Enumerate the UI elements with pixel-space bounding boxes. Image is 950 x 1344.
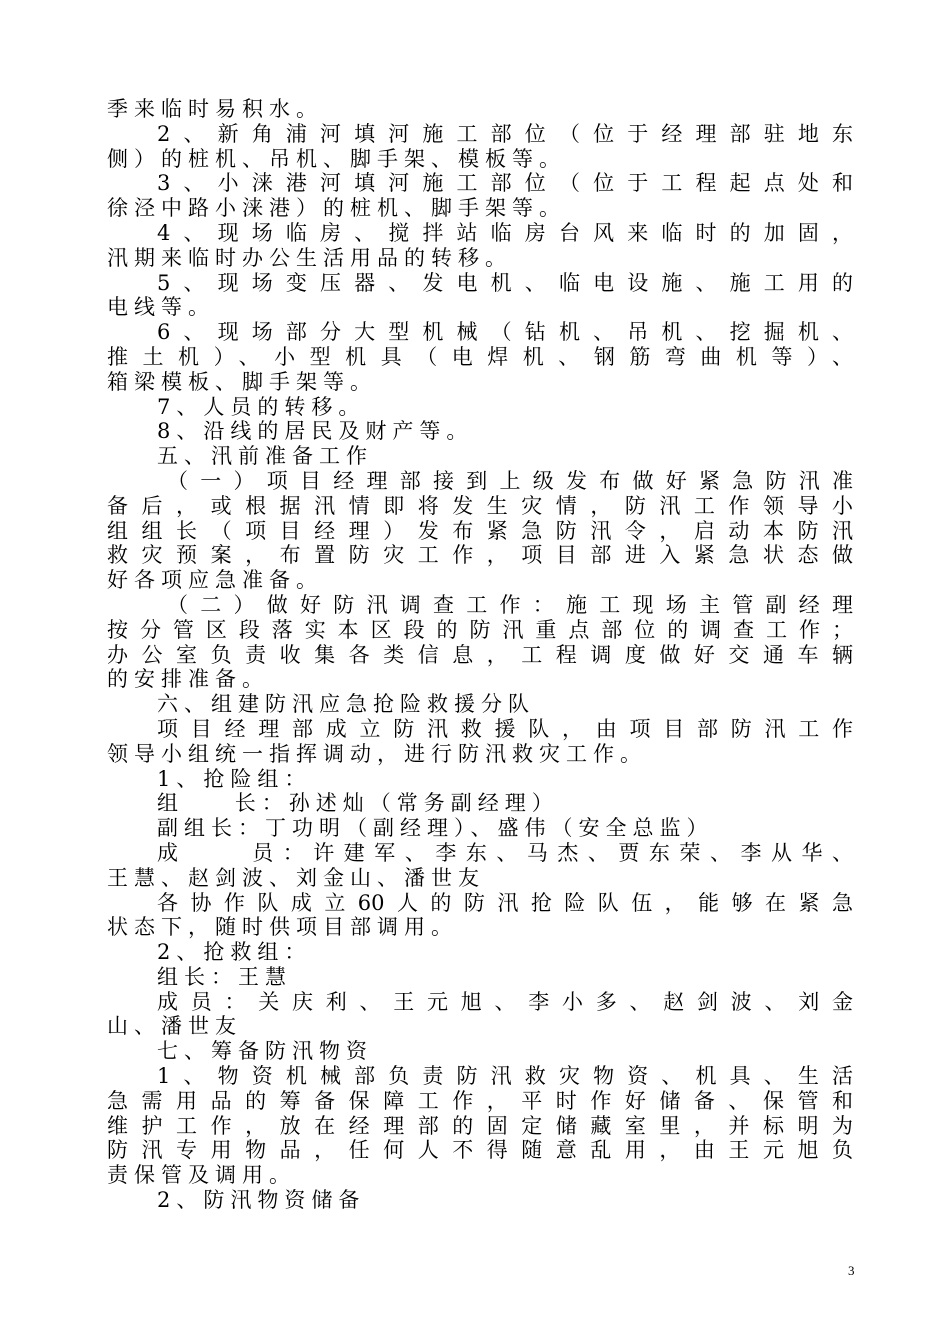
text-line: 责保管及调用。 (107, 1163, 296, 1188)
text-line: （一）项目经理部接到上级发布做好紧急防汛准 (167, 468, 853, 493)
text-line: 组 长：孙述灿（常务副经理） (157, 791, 559, 816)
text-line: 季来临时易积水。 (107, 97, 323, 121)
page-number: 3 (848, 1263, 855, 1278)
text-line: 维护工作，放在经理部的固定储藏室里，并标明为 (107, 1113, 853, 1138)
text-line: 的安排准备。 (107, 667, 269, 692)
text-line: 成 员：许建军、李东、马杰、贾东荣、李从华、 (157, 840, 853, 865)
text-line: 徐泾中路小涞港）的桩机、脚手架等。 (107, 196, 566, 221)
text-line: 按分管区段落实本区段的防汛重点部位的调查工作； (107, 617, 853, 642)
text-line: 项目经理部成立防汛救援队，由项目部防汛工作 (157, 716, 853, 741)
text-line: 急需用品的筹备保障工作，平时作好储备、保管和 (107, 1088, 853, 1113)
text-line: 好各项应急准备。 (107, 568, 323, 593)
text-line: （二）做好防汛调查工作：施工现场主管副经理 (167, 592, 853, 617)
text-line: 各协作队成立60人的防汛抢险队伍，能够在紧急 (157, 890, 853, 915)
text-line: 汛期来临时办公生活用品的转移。 (107, 245, 512, 270)
text-line: 山、潘世友 (107, 1014, 242, 1039)
text-line: 8、沿线的居民及财产等。 (157, 419, 474, 444)
text-line: 王慧、赵剑波、刘金山、潘世友 (107, 865, 485, 890)
text-line: 副组长：丁功明（副经理）、盛伟（安全总监） (157, 816, 714, 841)
text-line: 防汛专用物品，任何人不得随意乱用，由王元旭负 (107, 1138, 853, 1163)
text-line: 箱梁模板、脚手架等。 (107, 369, 377, 394)
text-line: 组长：王慧 (157, 964, 292, 989)
text-line: 状态下，随时供项目部调用。 (107, 915, 458, 940)
text-line: 5、现场变压器、发电机、临电设施、施工用的 (157, 270, 853, 295)
text-line: 推土机）、小型机具（电焊机、钢筋弯曲机等）、 (107, 344, 853, 369)
text-line: 救灾预案，布置防灾工作，项目部进入紧急状态做 (107, 543, 853, 568)
text-line: 1、物资机械部负责防汛救灾物资、机具、生活 (157, 1064, 853, 1089)
text-line: 4、现场临房、搅拌站临房台风来临时的加固， (157, 220, 853, 245)
text-line: 备后，或根据汛情即将发生灾情，防汛工作领导小 (107, 493, 853, 518)
section-heading: 七、筹备防汛物资 (157, 1039, 373, 1064)
text-line: 电线等。 (107, 295, 215, 320)
text-line: 3、小涞港河填河施工部位（位于工程起点处和 (157, 171, 853, 196)
text-line: 1、抢险组： (157, 766, 312, 791)
text-line: 2、防汛物资储备 (157, 1188, 366, 1213)
text-line: 办公室负责收集各类信息，工程调度做好交通车辆 (107, 642, 853, 667)
text-line: 侧）的桩机、吊机、脚手架、模板等。 (107, 146, 566, 171)
text-line: 成员：关庆利、王元旭、李小多、赵剑波、刘金 (157, 989, 853, 1014)
section-heading: 六、组建防汛应急抢险救援分队 (157, 692, 535, 717)
document-body (107, 97, 853, 1213)
text-line: 领导小组统一指挥调动，进行防汛救灾工作。 (107, 741, 647, 766)
text-line: 组组长（项目经理）发布紧急防汛令，启动本防汛 (107, 518, 853, 543)
text-line: 7、人员的转移。 (157, 394, 366, 419)
text-line: 2、抢救组： (157, 940, 312, 965)
text-line: 6、现场部分大型机械（钻机、吊机、挖掘机、 (157, 320, 853, 345)
section-heading: 五、汛前准备工作 (157, 444, 373, 469)
text-line: 2、新角浦河填河施工部位（位于经理部驻地东 (157, 121, 853, 146)
